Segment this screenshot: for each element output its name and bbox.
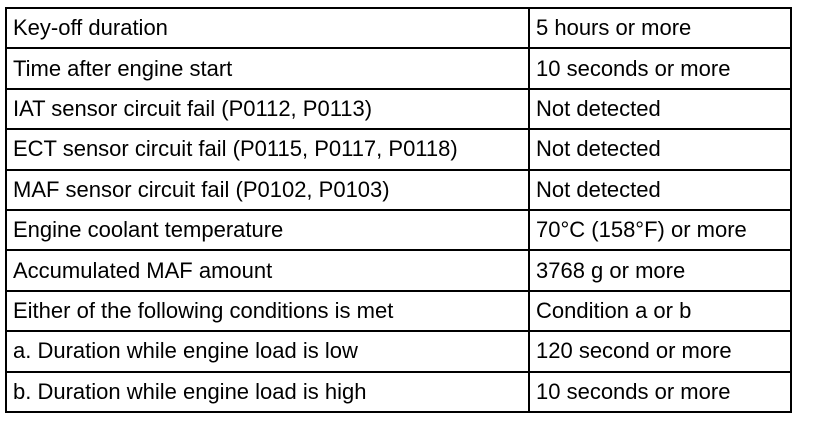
conditions-table-container	[5, 7, 792, 413]
condition-item-cell: MAF sensor circuit fail (P0102, P0103)	[6, 170, 529, 210]
conditions-table	[5, 7, 792, 413]
condition-item-cell: Either of the following conditions is met	[6, 291, 529, 331]
condition-value-cell: Condition a or b	[529, 291, 791, 331]
condition-value-cell: Not detected	[529, 89, 791, 129]
condition-value-cell: 70°C (158°F) or more	[529, 210, 791, 250]
table-row	[6, 372, 791, 412]
conditions-table-body	[6, 8, 791, 412]
condition-item-cell: Engine coolant temperature	[6, 210, 529, 250]
table-row	[6, 8, 791, 48]
condition-value-cell: 3768 g or more	[529, 250, 791, 290]
table-row	[6, 89, 791, 129]
table-row	[6, 210, 791, 250]
condition-value-cell: Not detected	[529, 170, 791, 210]
condition-item-cell: Accumulated MAF amount	[6, 250, 529, 290]
condition-item-cell: Time after engine start	[6, 48, 529, 88]
condition-value-cell: 5 hours or more	[529, 8, 791, 48]
condition-value-cell: 10 seconds or more	[529, 48, 791, 88]
condition-item-cell: Key-off duration	[6, 8, 529, 48]
condition-value-cell: 120 second or more	[529, 331, 791, 371]
table-row	[6, 170, 791, 210]
table-row	[6, 129, 791, 169]
table-row	[6, 48, 791, 88]
condition-item-cell: IAT sensor circuit fail (P0112, P0113)	[6, 89, 529, 129]
condition-value-cell: Not detected	[529, 129, 791, 169]
condition-value-cell: 10 seconds or more	[529, 372, 791, 412]
table-row	[6, 250, 791, 290]
table-row	[6, 331, 791, 371]
condition-item-cell: b. Duration while engine load is high	[6, 372, 529, 412]
condition-item-cell: ECT sensor circuit fail (P0115, P0117, P0118)	[6, 129, 529, 169]
condition-item-cell: a. Duration while engine load is low	[6, 331, 529, 371]
table-row	[6, 291, 791, 331]
